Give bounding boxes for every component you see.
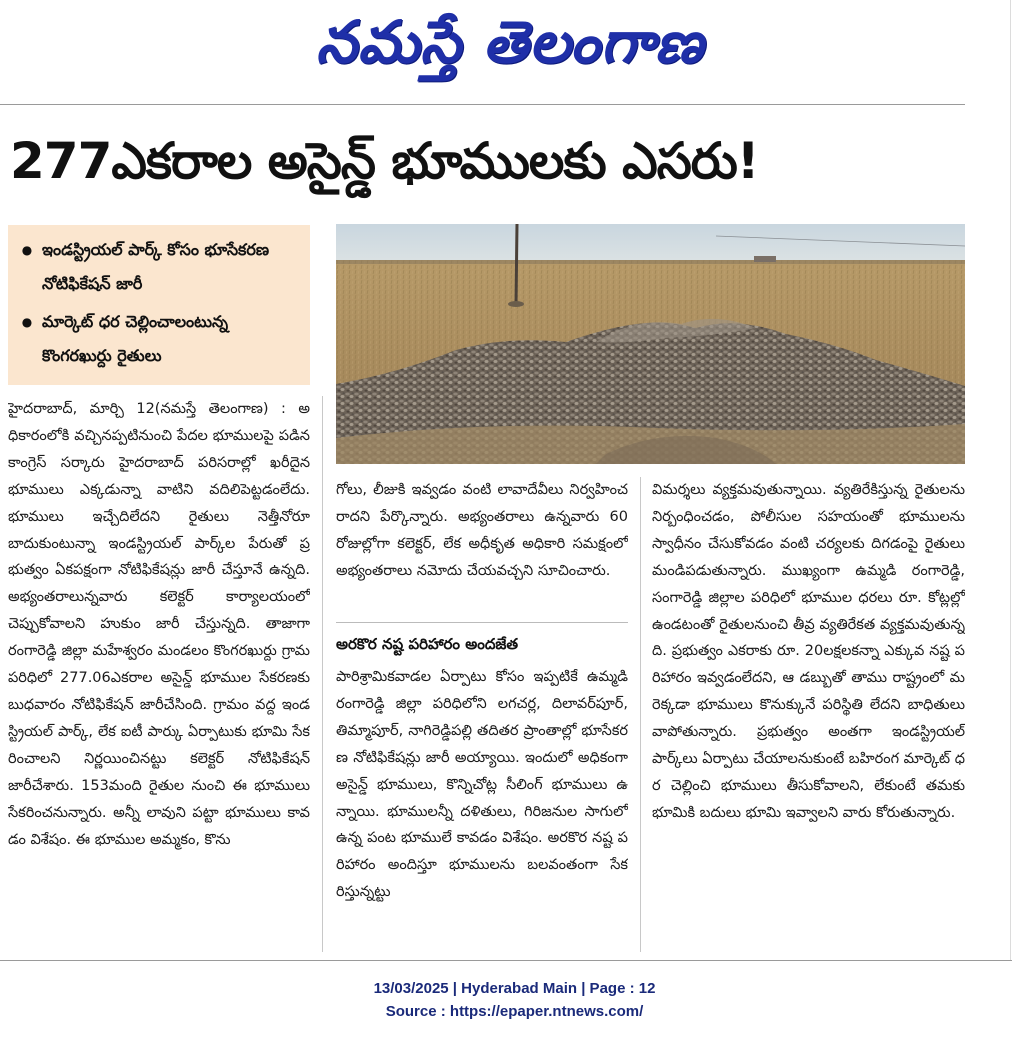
article-column-1: హైదరాబాద్, మార్చి 12(నమస్తే తెలంగాణ) : అధికారంలోకి వచ్చినప్పటినుంచి పేదల భూములపై పడిన కాంగ్రెస్ సర్కారు హైదరాబాద్ పరిసరాల్లో ఖరీదైన భూములు ఎక్కడున్నా వాటిని వదిలిపెట్టడంలేదు. భూములు ఇచ్చేదిలేదని రైతులు నెత్తీనోరూ బాదుకుంటున్నా ఇండస్ట్రియల్ పార్క్‌ల పేరుతో ప్రభుత్వం ఏకపక్షంగా నోటిఫికేషన్లు జారీ చేస్తూనే ఉన్నది. అభ్యంతరాలున్నవారు కలెక్టర్ కార్యాలయంలో చెప్పుకోవాలని హుకుం జారీ చేస్తున్నది. తాజాగా రంగారెడ్డి జిల్లా మహేశ్వరం మండలం కొంగరఖుర్దు గ్రామ పరిధిలో 277.06ఎకరాల అసైన్డ్ భూముల సేకరణకు బుధవారం నోటిఫికేషన్ జారీచేసింది. గ్రామం వద్ద ఇండస్ట్రియల్ పార్క్, లేక ఐటీ పార్కు ఏర్పాటుకు భూమి సేకరించాలని నిర్ణయించినట్టు కలెక్టర్ నోటిఫికేషన్ జారీచేశారు. 153మంది రైతుల నుంచి ఈ భూములు సేకరించనున్నారు. అన్నీ లావుని పట్టా భూములు కావడం విశేషం. ఈ భూముల అమ్మకం, కొను — [8, 401, 310, 848]
article-column-2-bottom: పారిశ్రామికవాడల ఏర్పాటు కోసం ఇప్పటికే ఉమ్మడి రంగారెడ్డి జిల్లా పరిధిలోని లగచర్ల, దిలావర్‌పూర్, తిమ్మాపూర్, నాగిరెడ్డిపల్లి తదితర ప్రాంతాల్లో భూసేకరణ నోటిఫికేషన్లు జారీ అయ్యాయి. ఇందులో అధికంగా అసైన్డ్ భూములు, కొన్నిచోట్ల సీలింగ్ భూములు ఉన్నాయి. భూములన్నీ దళితులు, గిరిజనుల సాగులో ఉన్న పంట భూములే కావడం విశేషం. అరకొర నష్ట పరిహారం అందిస్తూ భూములను బలవంతంగా సేకరిస్తున్నట్టు — [336, 669, 628, 901]
highlights-box — [8, 225, 310, 385]
column-divider — [322, 396, 323, 952]
page-right-border — [1010, 0, 1011, 960]
bullet-icon: ● — [21, 243, 33, 257]
highlight-text: మార్కెట్ ధర చెల్లించాలంటున్న కొంగరఖుర్దు రైతులు — [42, 312, 229, 365]
article-column-3: విమర్శలు వ్యక్తమవుతున్నాయి. వ్యతిరేకిస్తున్న రైతులను నిర్బంధించడం, పోలీసుల సహయంతో భూములను స్వాధీనం చేసుకోవడం వంటి చర్యలకు దిగడంపై రైతులు మండిపడుతున్నారు. ముఖ్యంగా ఉమ్మడి రంగారెడ్డి, సంగారెడ్డి జిల్లాల పరిధిలో భూముల ధరలు రూ. కోట్లల్లో ఉండటంతో రైతులనుంచి తీవ్ర వ్యతిరేకత వ్యక్తమవుతున్నది. ప్రభుత్వం ఎకరాకు రూ. 20లక్షలకన్నా ఎక్కువ నష్ట పరిహారం ఇవ్వడంలేదని, ఆ డబ్బుతో తాము రాష్ట్రంలో మరెక్కడా భూములు కొనుక్కునే పరిస్థితి లేదని బాధితులు వాపోతున్నారు. ప్రభుత్వం అంతగా ఇండస్ట్రియల్ పార్క్‌లు ఏర్పాటు చేయాలనుకుంటే బహిరంగ మార్కెట్ ధర చెల్లించి భూములు తీసుకోవాలని, లేకుంటే తమకు భూమికి బదులు భూమి ఇవ్వాలని వారు కోరుతున్నారు. — [652, 482, 965, 821]
bullet-icon: ● — [21, 315, 33, 329]
edition-info: 13/03/2025 | Hyderabad Main | Page : 12 — [373, 980, 656, 997]
highlight-text: ఇండస్ట్రియల్ పార్క్ కోసం భూసేకరణ నోటిఫికేషన్ జారీ — [42, 240, 270, 293]
subhead-divider — [336, 622, 628, 623]
highlight-item — [20, 233, 300, 301]
newspaper-logo: నమస్తే తెలంగాణ — [316, 7, 704, 76]
article-subheading: అరకొర నష్ట పరిహారం అందజేత — [336, 635, 519, 653]
article-column-2-top: గోలు, లీజుకి ఇవ్వడం వంటి లావాదేవీలు నిర్వహించరాదని పేర్కొన్నారు. అభ్యంతరాలు ఉన్నవారు 60రోజుల్లోగా కలెక్టర్, లేక అధీకృత అధికారి సమక్షంలో అభ్యంతరాలు నమోదు చేయవచ్చని సూచించారు. — [336, 482, 628, 579]
column-divider — [640, 477, 641, 952]
barren-land-photo — [336, 224, 965, 464]
page-bottom-divider — [0, 960, 1012, 961]
masthead-divider — [0, 104, 965, 105]
source-url[interactable]: Source : https://epaper.ntnews.com/ — [385, 1003, 644, 1020]
highlight-item — [20, 305, 300, 373]
article-photo — [336, 224, 965, 464]
masthead — [0, 0, 1029, 100]
article-headline: 277ఎకరాల అసైన్డ్ భూములకు ఎసరు! — [10, 132, 759, 190]
